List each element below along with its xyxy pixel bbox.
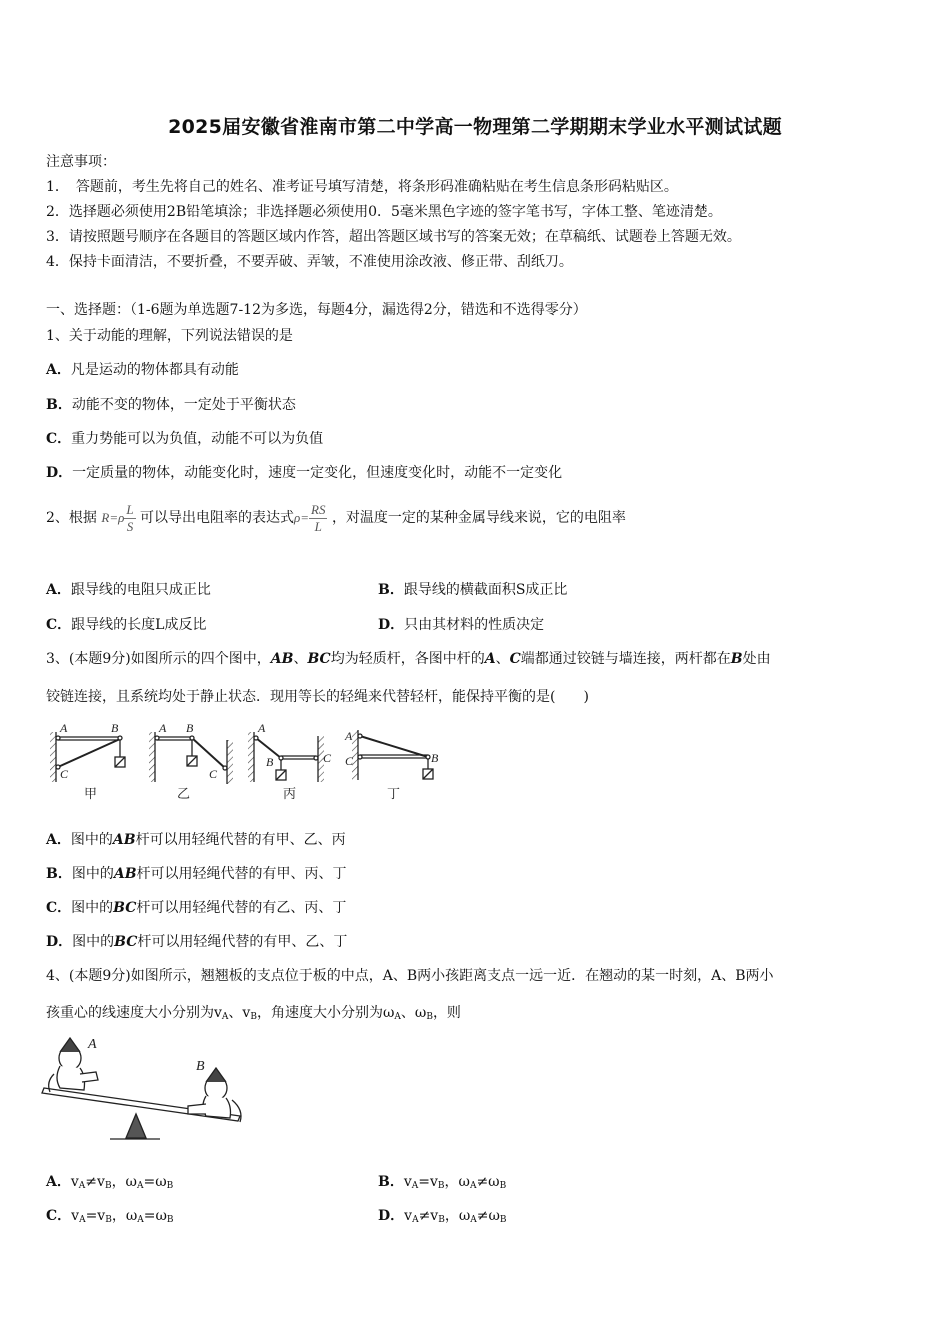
q3-var: C <box>509 651 521 667</box>
subscript: B <box>426 1012 433 1022</box>
subscript: B <box>166 1215 174 1225</box>
option-label: C． <box>46 1208 72 1224</box>
q3-text: 处由 <box>742 651 771 667</box>
option-text: 跟导线的横截面积S成正比 <box>403 582 568 598</box>
option-label: C． <box>46 617 72 633</box>
q2-option-c <box>46 615 206 635</box>
option-label: A． <box>46 362 71 378</box>
figure-label-ding: 丁 <box>387 786 401 801</box>
q4-stem-line2 <box>46 1003 461 1027</box>
numerator: L <box>126 501 134 517</box>
q3-var: BC <box>307 651 331 667</box>
notice-item-4: 4．保持卡面清洁，不要折叠，不要弄破、弄皱，不准使用涂改液、修正带、刮纸刀。 <box>46 254 573 270</box>
option-text: 跟导线的电阻只成正比 <box>70 582 211 598</box>
option-label: C． <box>46 431 72 447</box>
figure-yi <box>149 732 233 784</box>
q2-suffix: ，对温度一定的某种金属导线来说，它的电阻率 <box>331 510 626 526</box>
figure-label-yi: 乙 <box>177 786 191 801</box>
figure-ding <box>352 730 433 780</box>
option-var: AB <box>113 866 137 882</box>
option-label: A． <box>46 832 71 848</box>
option-var: AB <box>112 832 136 848</box>
option-var: BC <box>113 900 137 916</box>
notice-item-3: 3．请按照题号顺序在各题目的答题区域内作答，超出答题区域书写的答案无效；在草稿纸、试题卷上答题无效。 <box>46 229 741 245</box>
option-text: 杆可以用轻绳代替的有乙、丙、丁 <box>136 900 347 916</box>
option-label: A． <box>46 582 71 598</box>
q2-option-a <box>46 580 211 600</box>
option-text: 动能不变的物体，一定处于平衡状态 <box>71 397 296 413</box>
notice-item-1: 1． 答题前，考生先将自己的姓名、准考证号填写清楚，将条形码准确粘贴在考生信息条形码粘贴区。 <box>46 179 678 195</box>
option-text: 图中的 <box>71 900 114 916</box>
q2-middle: 可以导出电阻率的表达式 <box>140 510 295 526</box>
point-label-a: A <box>258 721 266 735</box>
option-label: A． <box>46 1174 71 1190</box>
numerator: RS <box>311 501 326 517</box>
option-text: 图中的 <box>72 934 115 950</box>
formula-lhs: ρ= <box>294 510 310 525</box>
option-text: 凡是运动的物体都具有动能 <box>70 362 239 378</box>
option-text: 一定质量的物体，动能变化时，速度一定变化，但速度变化时，动能不一定变化 <box>72 465 563 481</box>
seesaw-fulcrum <box>126 1114 146 1138</box>
q2-prefix: 2、根据 <box>46 510 97 526</box>
option-text: =ω <box>143 1174 167 1190</box>
q4-text: 孩重心的线速度大小分别为v <box>46 1005 222 1021</box>
subscript: A <box>78 1181 86 1191</box>
q1-option-b <box>46 395 296 415</box>
figure-bing <box>248 732 324 782</box>
notice-heading: 注意事项： <box>46 154 116 170</box>
subscript: B <box>166 1181 174 1191</box>
option-label: D． <box>46 934 73 950</box>
formula-lhs: R=ρ <box>101 510 125 525</box>
option-var: BC <box>114 934 138 950</box>
subscript: B <box>104 1181 112 1191</box>
child-b <box>188 1068 241 1122</box>
point-label-a: A <box>345 729 353 743</box>
subscript: A <box>136 1181 144 1191</box>
q2-stem <box>46 500 626 536</box>
point-label-c: C <box>60 767 69 781</box>
subscript: A <box>221 1012 229 1022</box>
q1-option-c <box>46 429 323 449</box>
point-label-c: C <box>323 751 332 765</box>
option-text: =v <box>418 1174 438 1190</box>
subscript: A <box>394 1012 401 1022</box>
option-text: ，ω <box>111 1174 137 1190</box>
page-title: 2025届安徽省淮南市第二中学高一物理第二学期期末学业水平测试试题 <box>168 116 782 138</box>
option-text: ≠v <box>418 1208 439 1224</box>
subscript: B <box>105 1215 112 1225</box>
option-text: ，ω <box>444 1208 471 1224</box>
figure-label-jia: 甲 <box>84 786 98 801</box>
option-text: 杆可以用轻绳代替的有甲、乙、丁 <box>137 934 348 950</box>
q3-option-d <box>46 932 347 952</box>
point-label-b: B <box>186 721 194 735</box>
point-label-c: C <box>209 767 218 781</box>
subscript: A <box>470 1215 477 1225</box>
q3-text: 端都通过铰链与墙连接，两杆都在 <box>520 651 731 667</box>
option-text: 只由其材料的性质决定 <box>404 617 545 633</box>
q1-option-d <box>46 463 562 483</box>
option-text: v <box>404 1208 413 1224</box>
figure-label-bing: 丙 <box>283 786 297 801</box>
q2-option-d <box>378 615 544 635</box>
q4-text: ，角速度大小分别为ω <box>256 1005 395 1021</box>
option-text: ≠ω <box>476 1174 500 1190</box>
option-label: B． <box>378 582 404 598</box>
option-text: ，ω <box>444 1174 470 1190</box>
q2-option-b <box>378 580 567 600</box>
q4-stem-line1: 4、(本题9分)如图所示，翘翘板的支点位于板的中点，A、B两小孩距离支点一远一近．在翘动的某一时刻，A、B两小 <box>46 968 774 984</box>
option-label: D． <box>378 617 405 633</box>
subscript: A <box>137 1215 144 1225</box>
subscript: A <box>412 1215 419 1225</box>
option-label: B． <box>46 397 72 413</box>
option-text: 图中的 <box>71 866 114 882</box>
subscript: A <box>469 1181 477 1191</box>
q4-option-a <box>46 1172 173 1196</box>
notice-item-2: 2．选择题必须使用2B铅笔填涂；非选择题必须使用0．5毫米黑色字迹的签字笔书写，字体工整、笔迹清楚。 <box>46 204 722 220</box>
subscript: B <box>438 1215 445 1225</box>
subscript: B <box>437 1181 445 1191</box>
option-text: v <box>403 1174 412 1190</box>
option-text: =ω <box>143 1208 167 1224</box>
option-text: ≠ω <box>476 1208 500 1224</box>
option-label: D． <box>46 465 73 481</box>
q3-var: B <box>730 651 743 667</box>
subscript: B <box>499 1215 507 1225</box>
q1-option-a <box>46 360 239 380</box>
point-label-b: B <box>431 751 439 765</box>
q3-text: 均为轻质杆，各图中杆的 <box>330 651 485 667</box>
point-label-b: B <box>266 755 274 769</box>
option-label: C． <box>46 900 72 916</box>
child-label-b: B <box>196 1059 205 1074</box>
q3-text: 、 <box>293 651 308 667</box>
q3-stem-line2: 铰链连接，且系统均处于静止状态．现用等长的轻绳来代替轻杆，能保持平衡的是( ) <box>46 689 589 705</box>
option-text: ，ω <box>111 1208 138 1224</box>
child-label-a: A <box>88 1037 97 1052</box>
q4-text: 、v <box>228 1005 251 1021</box>
q4-option-c <box>46 1206 174 1230</box>
option-text: =v <box>85 1208 106 1224</box>
subscript: A <box>79 1215 86 1225</box>
q4-text: ，则 <box>432 1005 461 1021</box>
q1-stem: 1、关于动能的理解，下列说法错误的是 <box>46 328 293 344</box>
denominator: L <box>314 518 322 534</box>
q3-option-c <box>46 898 346 918</box>
q3-text: 3、(本题9分)如图所示的四个图中， <box>46 651 271 667</box>
subscript: B <box>250 1012 257 1022</box>
formula-fraction <box>124 502 135 535</box>
option-text: ≠v <box>85 1174 105 1190</box>
option-text: 杆可以用轻绳代替的有甲、丙、丁 <box>136 866 347 882</box>
point-label-a: A <box>60 721 68 735</box>
q3-option-a <box>46 830 346 850</box>
seesaw-figure <box>40 1030 250 1145</box>
point-label-a: A <box>159 721 167 735</box>
q4-option-b <box>378 1172 506 1196</box>
q3-var: A <box>484 651 496 667</box>
denominator: S <box>126 518 134 534</box>
q3-var: AB <box>270 651 294 667</box>
option-text: 跟导线的长度L成反比 <box>71 617 207 633</box>
option-label: B． <box>46 866 72 882</box>
q4-option-d <box>378 1206 507 1230</box>
option-text: v <box>70 1174 79 1190</box>
option-text: 图中的 <box>70 832 113 848</box>
subscript: A <box>411 1181 419 1191</box>
q3-option-b <box>46 864 347 884</box>
option-text: v <box>71 1208 80 1224</box>
q3-stem-line1 <box>46 649 771 669</box>
subscript: B <box>499 1181 507 1191</box>
point-label-c: C <box>345 754 354 768</box>
q3-text: 、 <box>495 651 510 667</box>
option-label: D． <box>378 1208 405 1224</box>
section-heading: 一、选择题：（1-6题为单选题7-12为多选，每题4分，漏选得2分，错选和不选得零分） <box>46 302 587 318</box>
option-label: B． <box>378 1174 404 1190</box>
q3-figures <box>40 716 440 804</box>
point-label-b: B <box>111 721 119 735</box>
option-text: 杆可以用轻绳代替的有甲、乙、丙 <box>135 832 346 848</box>
q4-text: 、ω <box>400 1005 427 1021</box>
option-text: 重力势能可以为负值，动能不可以为负值 <box>71 431 324 447</box>
formula-fraction <box>309 502 327 535</box>
